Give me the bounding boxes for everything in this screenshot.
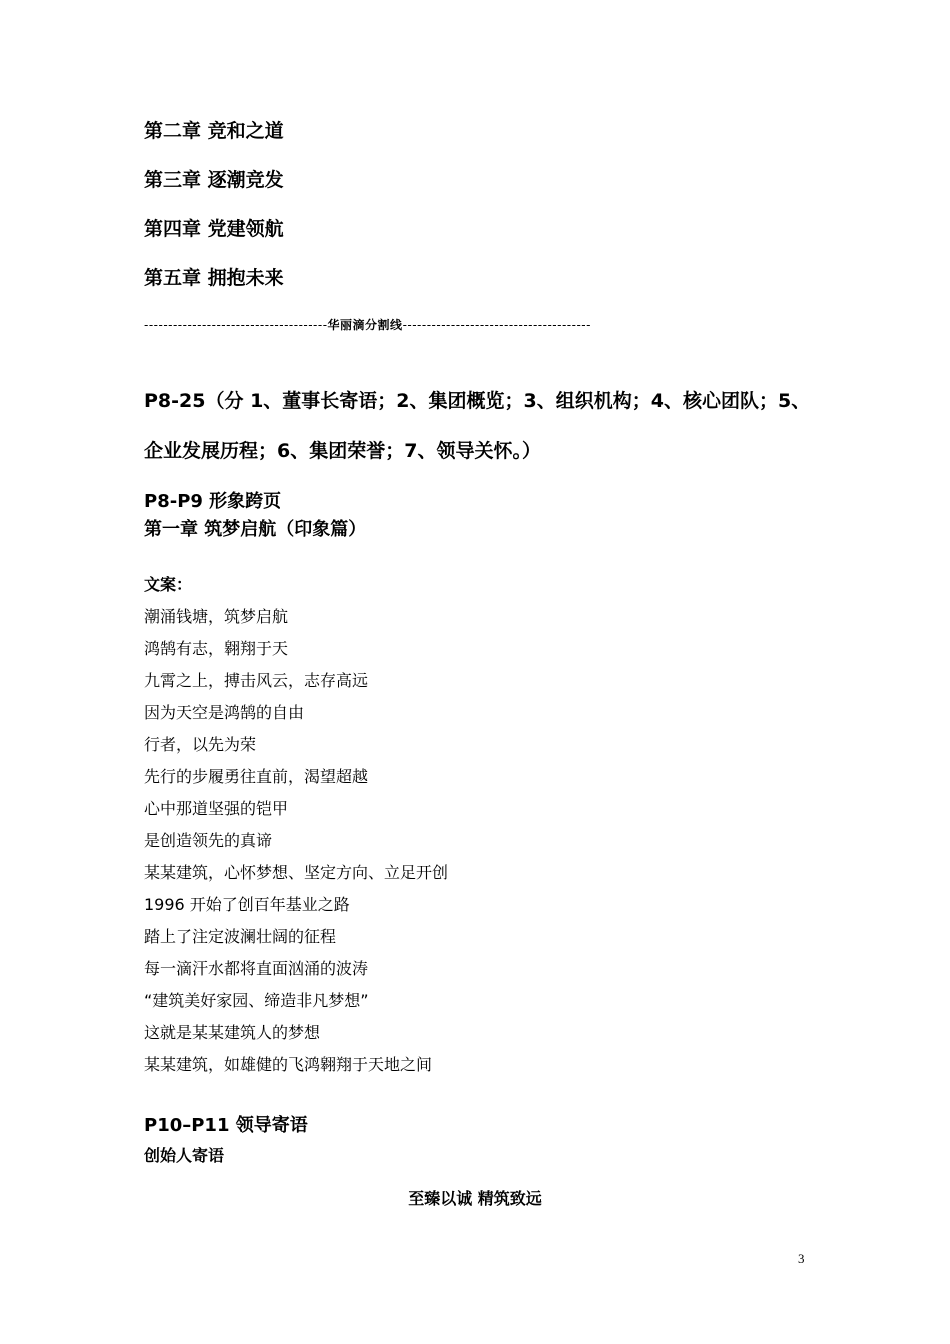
copy-line: 踏上了注定波澜壮阔的征程 [144, 927, 337, 946]
founder-message-heading: 创始人寄语 [144, 1146, 225, 1165]
section-heading-p8-p9: P8-P9 形象跨页 [144, 491, 282, 512]
copy-line: 1996 开始了创百年基业之路 [144, 895, 350, 914]
divider-right-dashes: --------------------------------------- [402, 318, 591, 332]
divider-label: 华丽滴分割线 [327, 318, 403, 332]
motto: 至臻以诚 精筑致远 [408, 1189, 542, 1208]
chapter-five: 第五章 拥抱未来 [144, 267, 284, 289]
copy-line: 每一滴汗水都将直面汹涌的波涛 [144, 959, 369, 978]
page-number: 3 [798, 1251, 805, 1266]
chapter-four: 第四章 党建领航 [144, 218, 284, 240]
copy-line: 潮涌钱塘，筑梦启航 [144, 607, 289, 626]
pages-note-line1: P8-25（分 1、董事长寄语；2、集团概览；3、组织机构；4、核心团队；5、 [144, 390, 811, 412]
copy-line: 行者，以先为荣 [144, 735, 257, 754]
copy-line: 这就是某某建筑人的梦想 [144, 1023, 321, 1042]
copy-label: 文案： [144, 575, 193, 594]
section-heading-p10-p11: P10–P11 领导寄语 [144, 1115, 308, 1136]
chapter-three: 第三章 逐潮竞发 [144, 169, 284, 191]
pages-note-line2: 企业发展历程；6、集团荣誉；7、领导关怀。） [144, 440, 541, 462]
copy-line: 鸿鹄有志，翱翔于天 [144, 639, 289, 658]
copy-line: 心中那道坚强的铠甲 [144, 799, 289, 818]
copy-line: 先行的步履勇往直前，渴望超越 [144, 767, 369, 786]
copy-line: 九霄之上，搏击风云，志存高远 [144, 671, 369, 690]
copy-line: 某某建筑，心怀梦想、坚定方向、立足开创 [144, 863, 449, 882]
divider-line [144, 316, 591, 333]
copy-line: 某某建筑，如雄健的飞鸿翱翔于天地之间 [144, 1055, 433, 1074]
chapter-two: 第二章 竞和之道 [144, 120, 284, 142]
copy-line: 是创造领先的真谛 [144, 831, 273, 850]
divider-left-dashes: -------------------------------------- [144, 318, 328, 332]
copy-line: “建筑美好家园、缔造非凡梦想” [144, 991, 369, 1010]
copy-line: 因为天空是鸿鹄的自由 [144, 703, 305, 722]
chapter-one-title: 第一章 筑梦启航（印象篇） [144, 519, 367, 540]
